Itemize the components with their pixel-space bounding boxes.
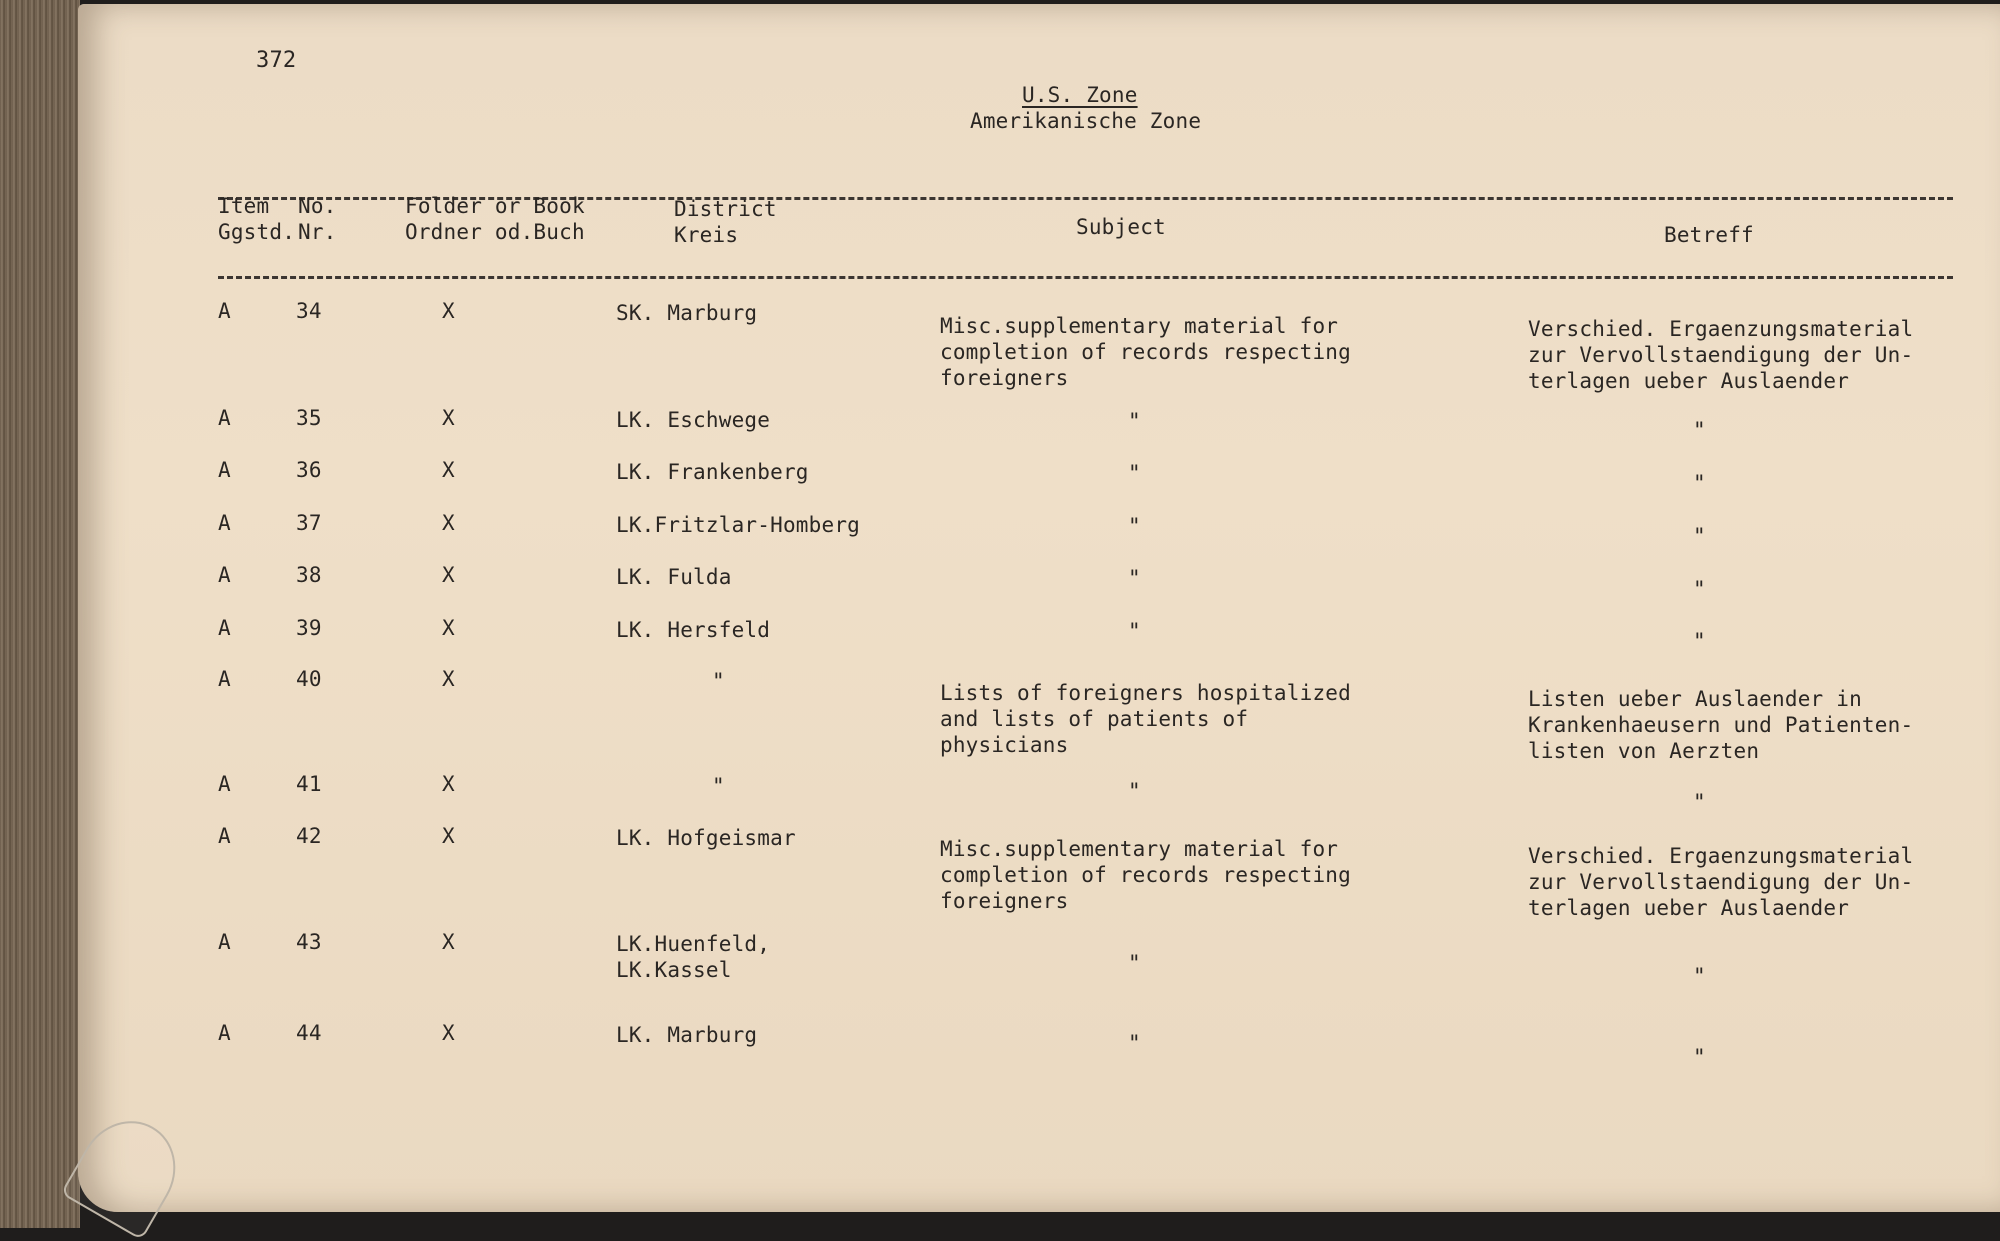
row-no: 44 <box>296 1021 322 1045</box>
row-betreff: " <box>1693 790 1706 814</box>
row-item: A <box>218 458 231 482</box>
row-item: A <box>218 616 231 640</box>
row-betreff: " <box>1693 629 1706 653</box>
row-district: LK. Hofgeismar <box>616 826 796 850</box>
row-item: A <box>218 563 231 587</box>
row-no: 37 <box>296 511 322 535</box>
header-district-en: District <box>674 197 777 221</box>
row-district: LK. Frankenberg <box>616 460 809 484</box>
document-page <box>78 4 2000 1212</box>
page-subtitle: Amerikanische Zone <box>970 109 1202 133</box>
row-item: A <box>218 511 231 535</box>
row-betreff: Verschied. Ergaenzungsmaterial zur Vervollstaendigung der Un- terlagen ueber Auslaender <box>1528 844 1914 920</box>
row-district: " <box>712 774 725 798</box>
row-district: SK. Marburg <box>616 301 758 325</box>
row-betreff: " <box>1693 964 1706 988</box>
row-subject: " <box>1128 461 1141 485</box>
header-subject: Subject <box>1076 215 1166 239</box>
row-folder: X <box>442 299 455 323</box>
row-district: LK. Marburg <box>616 1023 758 1047</box>
row-no: 36 <box>296 458 322 482</box>
row-betreff: Listen ueber Auslaender in Krankenhaeusern und Patienten- listen von Aerzten <box>1528 687 1914 763</box>
row-betreff: " <box>1693 418 1706 442</box>
book-page-edges <box>0 0 80 1228</box>
row-subject: Lists of foreigners hospitalized and lists of patients of physicians <box>940 681 1351 757</box>
header-folder-de: Ordner od.Buch <box>405 220 585 244</box>
row-item: A <box>218 406 231 430</box>
row-no: 35 <box>296 406 322 430</box>
header-district-de: Kreis <box>674 223 739 247</box>
row-no: 39 <box>296 616 322 640</box>
row-item: A <box>218 1021 231 1045</box>
row-item: A <box>218 299 231 323</box>
row-subject: " <box>1128 619 1141 643</box>
row-district: " <box>712 669 725 693</box>
row-subject: " <box>1128 779 1141 803</box>
row-betreff: " <box>1693 577 1706 601</box>
page-number: 372 <box>256 48 297 73</box>
row-no: 34 <box>296 299 322 323</box>
row-betreff: Verschied. Ergaenzungsmaterial zur Vervollstaendigung der Un- terlagen ueber Auslaender <box>1528 317 1914 393</box>
row-folder: X <box>442 772 455 796</box>
row-folder: X <box>442 1021 455 1045</box>
row-item: A <box>218 824 231 848</box>
row-district: LK.Huenfeld, LK.Kassel <box>616 932 771 982</box>
row-subject: Misc.supplementary material for completion of records respecting foreigners <box>940 314 1351 390</box>
header-no-en: No. <box>298 194 337 218</box>
row-no: 41 <box>296 772 322 796</box>
header-folder-en: Folder or Book <box>405 194 585 218</box>
header-betreff: Betreff <box>1664 223 1754 247</box>
row-subject: " <box>1128 514 1141 538</box>
row-district: LK. Eschwege <box>616 408 771 432</box>
row-folder: X <box>442 406 455 430</box>
row-no: 43 <box>296 930 322 954</box>
row-item: A <box>218 772 231 796</box>
header-item-de: Ggstd. <box>218 220 296 244</box>
row-subject: " <box>1128 1031 1141 1055</box>
row-item: A <box>218 667 231 691</box>
row-folder: X <box>442 511 455 535</box>
header-bottom-rule <box>218 276 1953 279</box>
page-title: U.S. Zone <box>1022 83 1138 107</box>
row-district: LK. Hersfeld <box>616 618 771 642</box>
row-subject: Misc.supplementary material for completion of records respecting foreigners <box>940 837 1351 913</box>
header-item-en: Item <box>218 194 270 218</box>
row-district: LK.Fritzlar-Homberg <box>616 513 861 537</box>
row-no: 40 <box>296 667 322 691</box>
row-betreff: " <box>1693 524 1706 548</box>
header-no-de: Nr. <box>298 220 337 244</box>
row-subject: " <box>1128 409 1141 433</box>
row-no: 38 <box>296 563 322 587</box>
row-folder: X <box>442 824 455 848</box>
row-item: A <box>218 930 231 954</box>
row-folder: X <box>442 458 455 482</box>
row-subject: " <box>1128 566 1141 590</box>
row-folder: X <box>442 616 455 640</box>
row-betreff: " <box>1693 1045 1706 1069</box>
row-district: LK. Fulda <box>616 565 732 589</box>
row-subject: " <box>1128 951 1141 975</box>
row-betreff: " <box>1693 471 1706 495</box>
row-folder: X <box>442 930 455 954</box>
row-no: 42 <box>296 824 322 848</box>
row-folder: X <box>442 563 455 587</box>
row-folder: X <box>442 667 455 691</box>
